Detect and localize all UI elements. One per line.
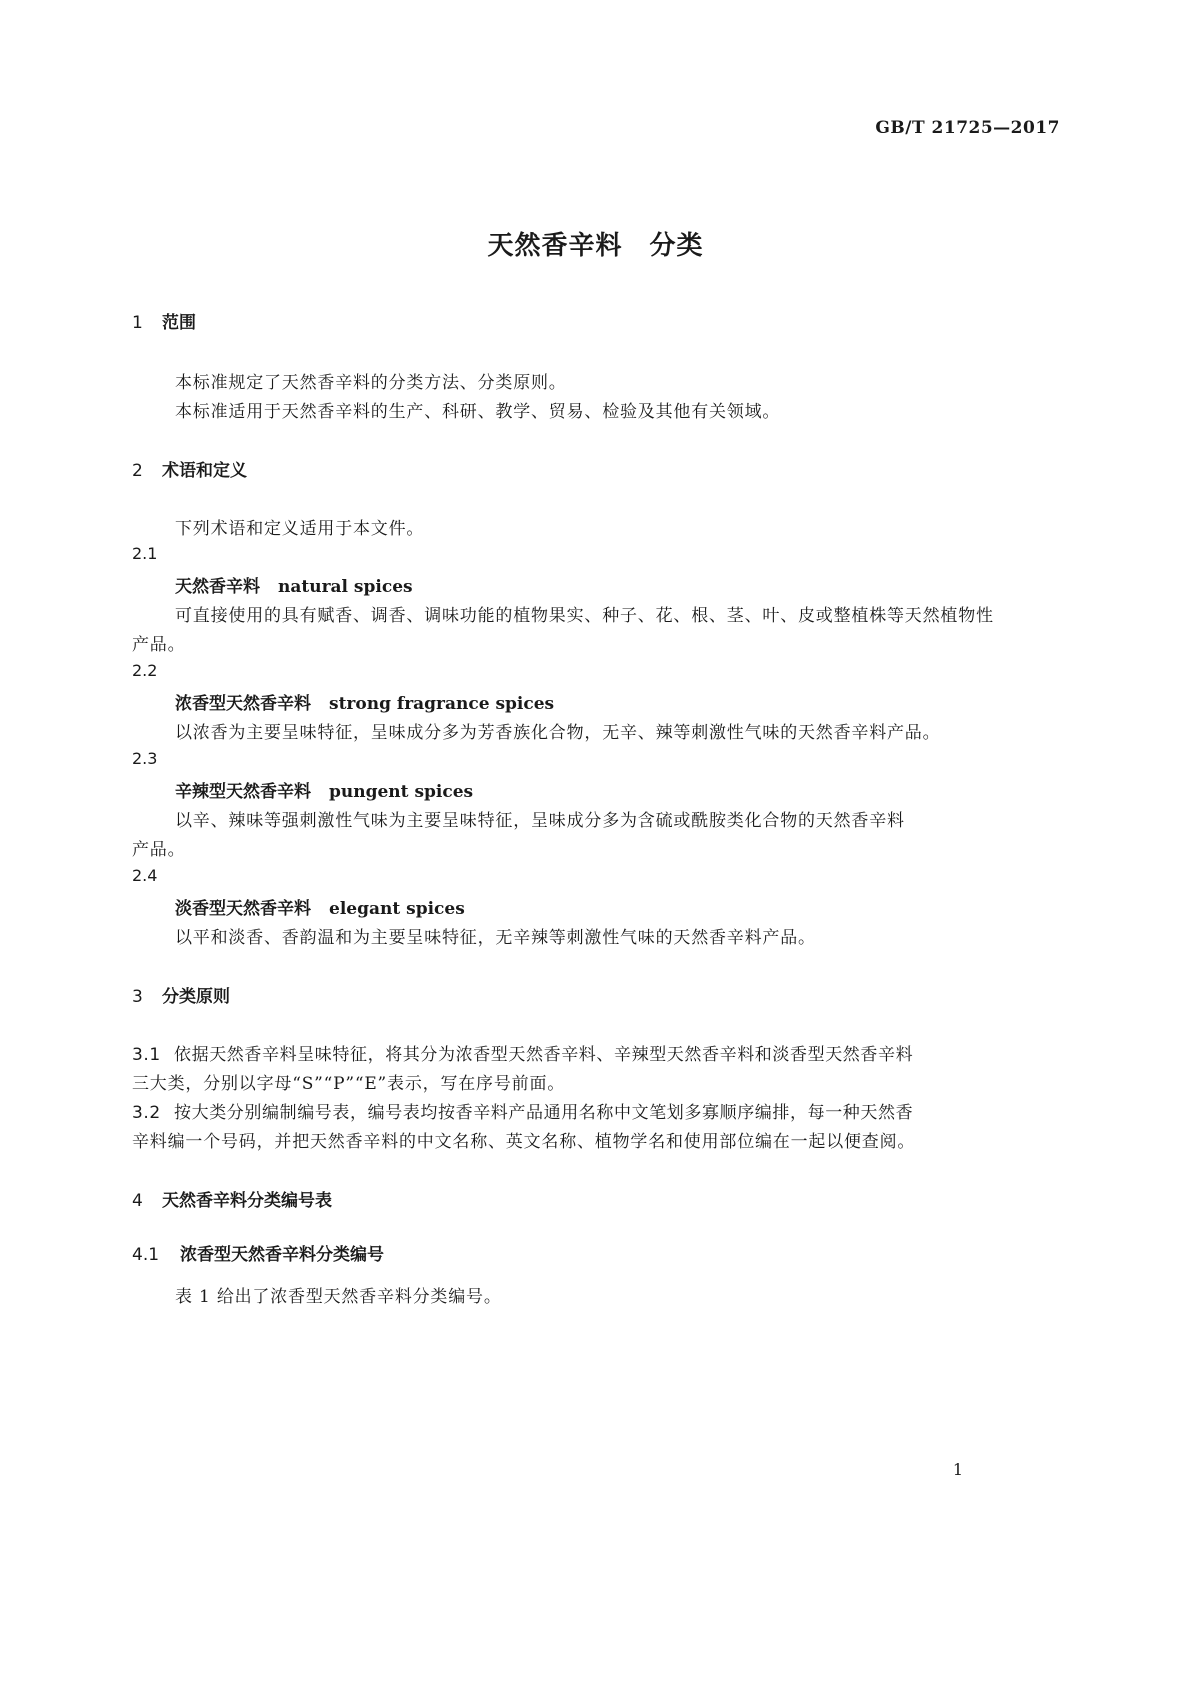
- term-english: strong fragrance spices: [329, 694, 555, 714]
- term-entry: [175, 572, 413, 597]
- definition-continued: 产品。: [132, 840, 186, 860]
- definition: 以浓香为主要呈味特征，呈味成分多为芳香族化合物，无辛、辣等刺激性气味的天然香辛料产品。: [175, 723, 941, 743]
- section-number: 2: [132, 461, 143, 481]
- clause-text-continued: 辛料编一个号码，并把天然香辛料的中文名称、英文名称、植物学名和使用部位编在一起以便查阅。: [132, 1132, 916, 1152]
- clause-number: 2.1: [132, 544, 158, 563]
- clause-text: 按大类分别编制编号表，编号表均按香辛料产品通用名称中文笔划多寡顺序编排，每一种天然香: [174, 1103, 914, 1123]
- definition: 可直接使用的具有赋香、调香、调味功能的植物果实、种子、花、根、茎、叶、皮或整植株等天然植物性: [175, 606, 994, 626]
- paragraph: 下列术语和定义适用于本文件。: [175, 519, 425, 539]
- page-number: 1: [952, 1460, 963, 1479]
- term-english: elegant spices: [329, 899, 465, 919]
- section-4-heading: [132, 1186, 332, 1211]
- section-3-heading: [132, 982, 230, 1007]
- section-title: 术语和定义: [162, 461, 247, 481]
- clause-number: 2.2: [132, 661, 158, 680]
- term-chinese: 辛辣型天然香辛料: [175, 782, 311, 802]
- section-1-heading: [132, 308, 196, 333]
- section-title: 范围: [162, 313, 196, 333]
- section-number: 4: [132, 1191, 143, 1211]
- paragraph: 本标准规定了天然香辛料的分类方法、分类原则。: [175, 373, 567, 393]
- term-chinese: 浓香型天然香辛料: [175, 694, 311, 714]
- section-title: 天然香辛料分类编号表: [162, 1191, 332, 1211]
- paragraph: 表 1 给出了浓香型天然香辛料分类编号。: [175, 1287, 502, 1307]
- section-2-heading: [132, 456, 247, 481]
- paragraph: 本标准适用于天然香辛料的生产、科研、教学、贸易、检验及其他有关领域。: [175, 402, 781, 422]
- section-number: 3: [132, 987, 143, 1007]
- definition-continued: 产品。: [132, 635, 186, 655]
- subsection-title: 浓香型天然香辛料分类编号: [180, 1245, 384, 1265]
- term-entry: [175, 894, 465, 919]
- term-english: pungent spices: [329, 782, 474, 802]
- term-entry: [175, 689, 554, 714]
- definition: 以平和淡香、香韵温和为主要呈味特征，无辛辣等刺激性气味的天然香辛料产品。: [175, 928, 816, 948]
- subsection-heading: [132, 1240, 384, 1265]
- clause-number: 2.4: [132, 866, 158, 885]
- section-title: 分类原则: [162, 987, 230, 1007]
- definition: 以辛、辣味等强刺激性气味为主要呈味特征，呈味成分多为含硫或酰胺类化合物的天然香辛料: [175, 811, 905, 831]
- section-number: 1: [132, 313, 143, 333]
- clause-number: 3.2: [132, 1103, 161, 1123]
- clause-number: 3.1: [132, 1045, 161, 1065]
- clause-text-continued: 三大类，分别以字母“S”“P”“E”表示，写在序号前面。: [132, 1074, 566, 1094]
- term-chinese: 淡香型天然香辛料: [175, 899, 311, 919]
- page-title: 天然香辛料 分类: [487, 231, 704, 261]
- clause-paragraph: [132, 1098, 913, 1123]
- standard-number: GB/T 21725—2017: [875, 118, 1060, 138]
- term-entry: [175, 777, 473, 802]
- clause-paragraph: [132, 1040, 913, 1065]
- subsection-number: 4.1: [132, 1245, 160, 1265]
- clause-text: 依据天然香辛料呈味特征，将其分为浓香型天然香辛料、辛辣型天然香辛料和淡香型天然香辛料: [174, 1045, 914, 1065]
- clause-number: 2.3: [132, 749, 158, 768]
- term-english: natural spices: [278, 577, 413, 597]
- term-chinese: 天然香辛料: [175, 577, 260, 597]
